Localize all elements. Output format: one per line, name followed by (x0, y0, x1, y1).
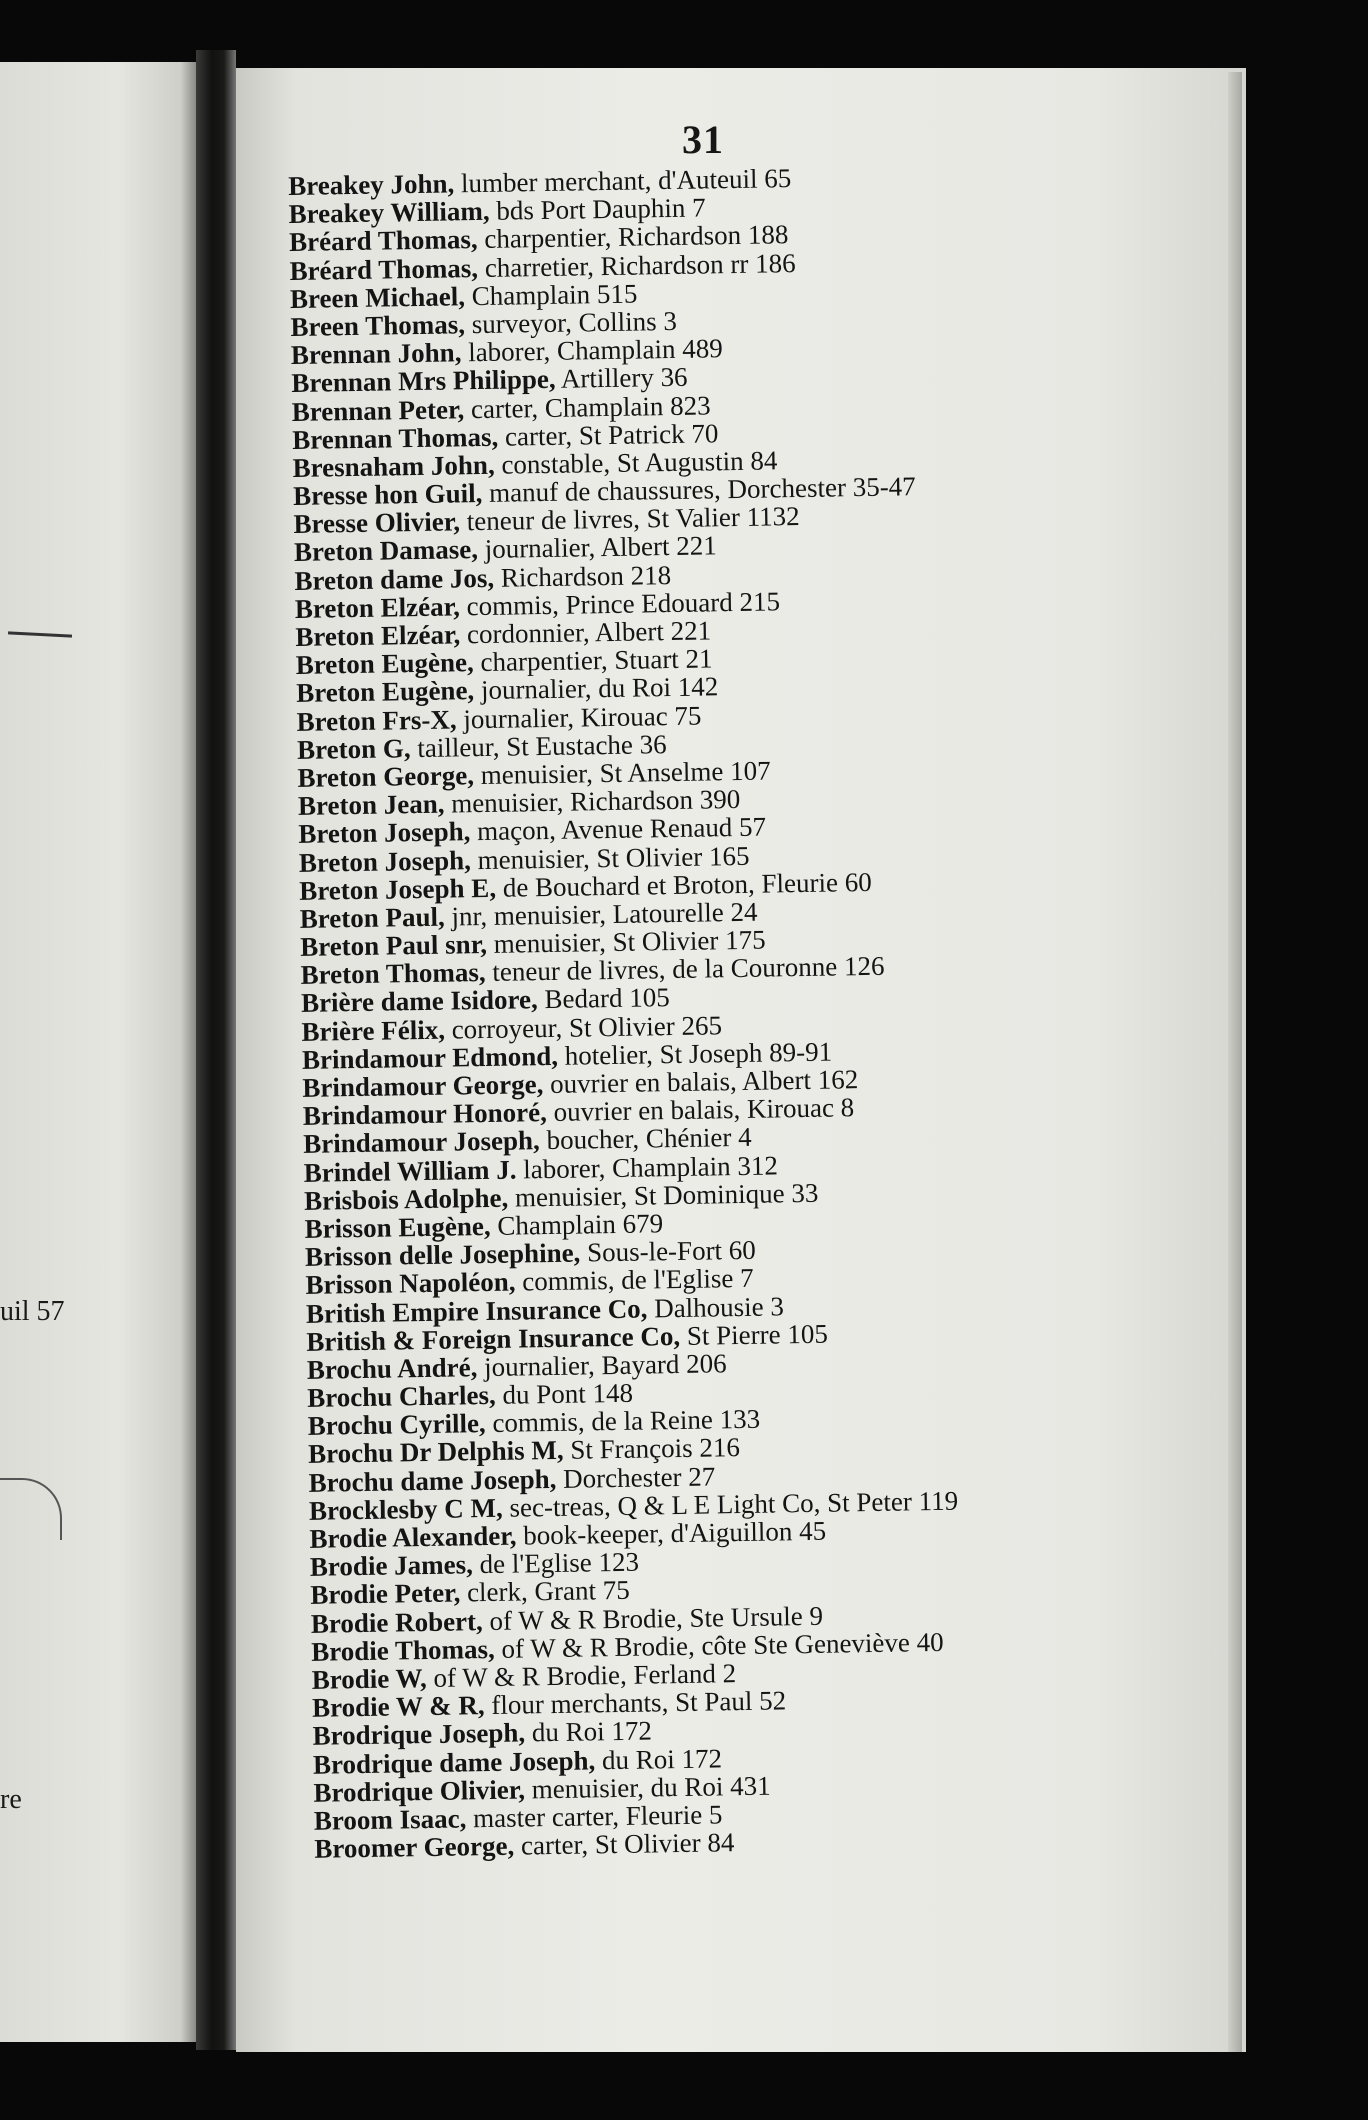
entry-name: Brière dame Isidore, (300, 984, 538, 1019)
entry-details: tailleur, St Eustache 36 (410, 728, 667, 763)
entry-details: menuisier, St Anselme 107 (473, 755, 771, 791)
entry-details: Richardson 218 (493, 559, 672, 593)
entry-details: journalier, Kirouac 75 (456, 700, 702, 734)
entry-name: Brochu Cyrille, (307, 1408, 486, 1442)
entry-details: St Pierre 105 (679, 1318, 829, 1351)
entry-name: Breton Paul, (299, 901, 445, 934)
entry-name: Breton Joseph, (298, 816, 471, 850)
entry-details: corroyeur, St Olivier 265 (444, 1009, 723, 1045)
directory-entries (288, 157, 1254, 1863)
entry-name: Brindamour Honoré, (302, 1097, 548, 1132)
entry-name: Brochu dame Joseph, (308, 1463, 557, 1498)
entry-details: of W & R Brodie, côte Ste Geneviève 40 (494, 1626, 944, 1664)
entry-details: journalier, du Roi 142 (473, 671, 719, 706)
entry-details: menuisier, St Olivier 175 (486, 924, 766, 960)
entry-details: Bedard 105 (537, 982, 670, 1015)
entry-name: Breton Joseph E, (299, 872, 497, 906)
entry-details: clerk, Grant 75 (460, 1575, 630, 1608)
entry-name: Breakey William, (288, 196, 490, 230)
entry-name: Breton Thomas, (300, 957, 486, 991)
entry-details: Sous-le-Fort 60 (580, 1234, 757, 1268)
entry-name: Brennan Thomas, (291, 421, 499, 455)
entry-details: constable, St Augustin 84 (494, 445, 778, 480)
entry-name: Breton Eugène, (295, 675, 475, 709)
entry-name: Breton Elzéar, (294, 591, 461, 624)
entry-details: menuisier, St Olivier 165 (470, 840, 750, 875)
entry-details: de Bouchard et Broton, Fleurie 60 (495, 866, 872, 903)
entry-name: Brennan John, (290, 337, 462, 371)
entry-details: Champlain 679 (490, 1208, 664, 1241)
entry-name: Brochu Charles, (307, 1379, 496, 1413)
entry-details: commis, Prince Edouard 215 (459, 586, 781, 622)
entry-details: journalier, Bayard 206 (477, 1348, 727, 1383)
entry-details: carter, St Olivier 84 (514, 1827, 735, 1861)
entry-details: menuisier, Richardson 390 (444, 784, 741, 819)
entry-name: Brisson Napoléon, (305, 1266, 516, 1301)
entry-details: sec-treas, Q & L E Light Co, St Peter 119 (502, 1485, 959, 1523)
entry-name: Bresse Olivier, (293, 506, 461, 540)
entry-details: carter, St Patrick 70 (498, 417, 719, 452)
entry-details: Champlain 515 (464, 278, 638, 311)
entry-details: ouvrier en balais, Albert 162 (543, 1064, 859, 1100)
entry-details: hotelier, St Joseph 89-91 (557, 1036, 833, 1071)
entry-details: teneur de livres, de la Couronne 126 (485, 950, 885, 988)
entry-name: Brochu Dr Delphis M, (307, 1435, 564, 1470)
entry-details: commis, de la Reine 133 (485, 1403, 761, 1439)
entry-details: boucher, Chénier 4 (539, 1122, 752, 1156)
entry-details: laborer, Champlain 312 (516, 1149, 779, 1185)
entry-details: du Roi 172 (524, 1715, 653, 1748)
entry-details: maçon, Avenue Renaud 57 (470, 811, 767, 847)
entry-name: Breton Eugène, (295, 647, 474, 681)
entry-details: ouvrier en balais, Kirouac 8 (546, 1092, 855, 1128)
entry-name: Bresse hon Guil, (292, 478, 483, 512)
entry-name: British Empire Insurance Co, (305, 1292, 648, 1329)
entry-details: charretier, Richardson rr 186 (477, 247, 796, 283)
entry-name: Breen Thomas, (290, 309, 466, 342)
left-page-fragment-1: uil 57 (0, 1296, 65, 1327)
entry-name: Brisbois Adolphe, (303, 1182, 509, 1216)
book-gutter (196, 50, 236, 2050)
entry-details: lumber merchant, d'Auteuil 65 (453, 163, 792, 199)
entry-details: commis, de l'Eglise 7 (515, 1263, 754, 1297)
entry-details: cordonnier, Albert 221 (460, 615, 712, 650)
entry-details: charpentier, Stuart 21 (473, 643, 713, 678)
entry-details: charpentier, Richardson 188 (477, 219, 789, 255)
entry-name: British & Foreign Insurance Co, (306, 1320, 681, 1357)
entry-details: laborer, Champlain 489 (461, 333, 723, 368)
page-number: 31 (682, 117, 724, 162)
entry-details: menuisier, du Roi 431 (524, 1770, 771, 1805)
entry-name: Brodie W & R, (311, 1690, 485, 1723)
entry-name: Brocklesby C M, (308, 1492, 503, 1526)
entry-details: of W & R Brodie, Ferland 2 (426, 1658, 737, 1693)
entry-name: Brochu André, (306, 1352, 478, 1385)
entry-name: Breakey John, (287, 168, 455, 201)
entry-details: bds Port Dauphin 7 (489, 192, 706, 227)
entry-name: Brodie Peter, (310, 1577, 461, 1611)
entry-details: manuf de chaussures, Dorchester 35-47 (482, 471, 916, 509)
entry-details: Artillery 36 (555, 362, 688, 395)
entry-details: jnr, menuisier, Latourelle 24 (444, 896, 758, 932)
entry-name: Brennan Peter, (291, 393, 465, 427)
entry-details: book-keeper, d'Aiguillon 45 (516, 1515, 827, 1551)
entry-details: Dalhousie 3 (647, 1290, 785, 1323)
entry-details: flour merchants, St Paul 52 (484, 1685, 787, 1721)
entry-details: journalier, Albert 221 (477, 530, 718, 565)
entry-details: carter, Champlain 823 (464, 389, 711, 424)
entry-name: Brodie W, (311, 1662, 427, 1695)
entry-name: Brindamour George, (302, 1069, 544, 1103)
entry-name: Breton Damase, (293, 534, 479, 568)
entry-name: Brindamour Edmond, (301, 1040, 559, 1075)
previous-page-edge (0, 62, 196, 2042)
entry-name: Brodrique Joseph, (312, 1717, 526, 1752)
entry-name: Brodie Thomas, (311, 1633, 496, 1667)
left-page-fragment-2: re (0, 1784, 22, 1815)
entry-details: du Roi 172 (595, 1742, 723, 1775)
entry-name: Bréard Thomas, (288, 224, 478, 258)
entry-name: Brennan Mrs Philippe, (291, 364, 556, 399)
entry-name: Bresnaham John, (292, 449, 495, 483)
entry-name: Breen Michael, (289, 280, 466, 314)
entry-details: teneur de livres, St Valier 1132 (459, 501, 800, 537)
entry-name: Breton George, (297, 760, 475, 793)
entry-details: master carter, Fleurie 5 (466, 1799, 723, 1834)
entry-name: Breton Frs-X, (296, 703, 457, 737)
entry-name: Brodrique Olivier, (313, 1774, 526, 1808)
entry-name: Broomer George, (314, 1830, 515, 1864)
entry-name: Breton Elzéar, (295, 619, 461, 652)
entry-details: menuisier, St Dominique 33 (507, 1177, 819, 1213)
entry-name: Brodie Alexander, (309, 1520, 517, 1554)
entry-name: Brisson delle Josephine, (304, 1237, 581, 1272)
entry-details: de l'Eglise 123 (472, 1546, 640, 1580)
entry-name: Brière Félix, (301, 1014, 446, 1047)
entry-name: Breton Paul snr, (299, 929, 488, 962)
entry-details: St François 216 (563, 1432, 741, 1466)
entry-name: Brindel William J. (303, 1154, 517, 1188)
entry-name: Brodie Robert, (310, 1605, 483, 1639)
entry-details: of W & R Brodie, Ste Ursule 9 (482, 1600, 824, 1636)
entry-name: Bréard Thomas, (289, 252, 479, 286)
entry-name: Brodrique dame Joseph, (312, 1744, 596, 1780)
entry-name: Brodie James, (309, 1549, 474, 1583)
entry-name: Breton dame Jos, (294, 562, 495, 596)
entry-details: Dorchester 27 (556, 1461, 716, 1494)
entry-name: Breton Jean, (297, 788, 445, 822)
entry-name: Breton G, (296, 732, 411, 765)
entry-name: Brisson Eugène, (304, 1210, 491, 1244)
entry-details: du Pont 148 (495, 1377, 634, 1410)
entry-name: Brindamour Joseph, (303, 1125, 541, 1160)
entry-details: surveyor, Collins 3 (464, 305, 678, 340)
entry-name: Breton Joseph, (298, 844, 472, 878)
entry-name: Broom Isaac, (313, 1803, 467, 1836)
